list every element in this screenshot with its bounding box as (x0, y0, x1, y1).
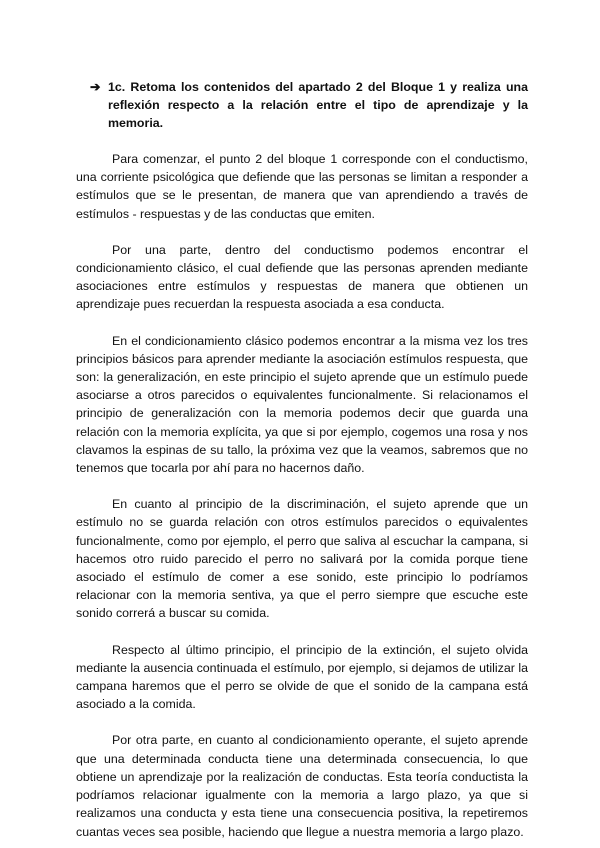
section-heading (76, 78, 528, 132)
paragraph-classical-conditioning: Por una parte, dentro del conductismo podemos encontrar el condicionamiento clásico, el cual defiende que las personas aprenden mediante asociaciones entre estímulos y respuestas de manera que obtienen un aprendizaje pues recuerdan la respuesta asociada a esa conducta. (76, 242, 528, 312)
heading-text: 1c. Retoma los contenidos del apartado 2 del Bloque 1 y realiza una reflexión respecto a la relación entre el tipo de aprendizaje y la memoria. (108, 80, 528, 130)
paragraph-intro: Para comenzar, el punto 2 del bloque 1 corresponde con el conductismo, una corriente psicológica que defiende que las personas se limitan a responder a estímulos que se le presentan, de manera que van aprendiendo a través de estímulos - respuestas y de las conductas que emiten. (76, 152, 528, 221)
paragraph-extinction: Respecto al último principio, el principio de la extinción, el sujeto olvida mediante la ausencia continuada el estímulo, por ejemplo, si dejamos de utilizar la campana haremos que el perro se olvide de que el sonido de la campana está asociado a la comida. (76, 642, 528, 712)
paragraph-discrimination: En cuanto al principio de la discriminación, el sujeto aprende que un estímulo no se guarda relación con otros estímulos parecidos o equivalentes funcionalmente, como por ejemplo, el perro que saliva al escuchar la campana, si hacemos otro ruido parecido el perro no salivará por la comida porque tiene asociado el estímulo de comer a ese sonido, este principio lo podríamos relacionar con la memoria sentiva, ya que el perro siempre que escuche este sonido correrá a buscar su comida. (76, 497, 528, 621)
paragraph-operant-conditioning: Por otra parte, en cuanto al condicionamiento operante, el sujeto aprende que una determinada conducta tiene una determinada consecuencia, lo que obtiene un aprendizaje por la realización de conductas. Esta teoría conductista la podríamos relacionar igualmente con la memoria a largo plazo, ya que si realizamos una conducta y esta tiene una consecuencia positiva, la repetiremos cuantas veces sea posible, haciendo que llegue a nuestra memoria a largo plazo. (76, 733, 528, 839)
paragraph-generalization: En el condicionamiento clásico podemos encontrar a la misma vez los tres principios básicos para aprender mediante la asociación estímulos respuesta, que son: la generalización, en este principio el sujeto aprende que un estímulo puede asociarse a otros parecidos o equivalentes funcionalmente. Si relacionamos el principio de generalización con la memoria podemos decir que guarda una relación con la memoria explícita, ya que si por ejemplo, cogemos una rosa y nos clavamos la espinas de su tallo, la próxima vez que la veamos, sabremos que no tenemos que tocarla por ahí para no hacernos daño. (76, 333, 528, 476)
arrow-bullet-icon: ➔ (90, 80, 101, 94)
